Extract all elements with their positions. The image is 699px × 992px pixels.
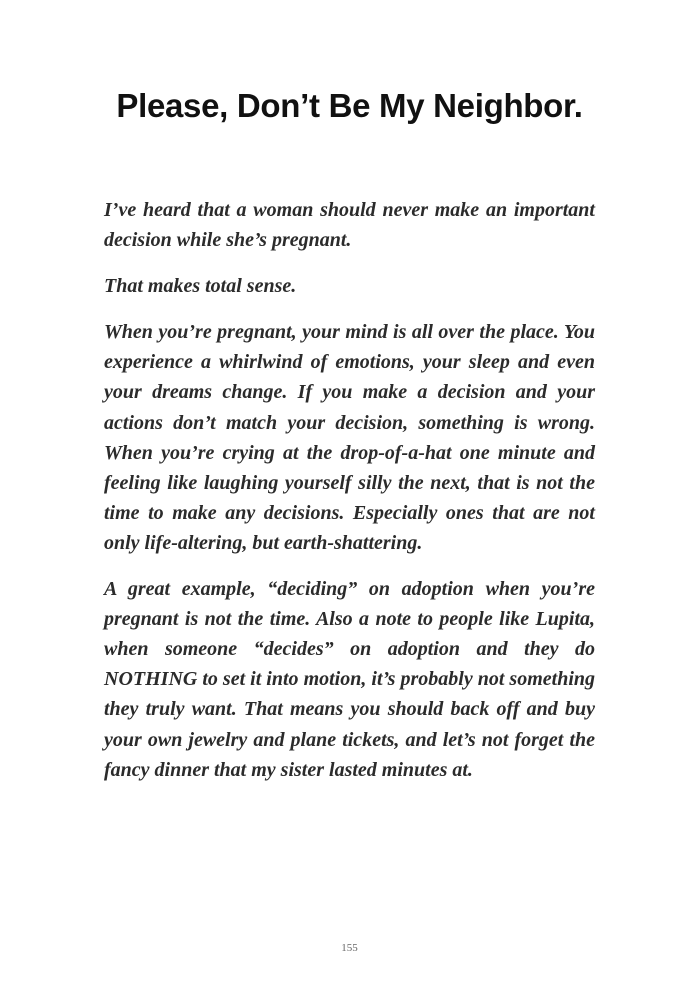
page-number: 155 — [341, 942, 358, 954]
paragraph: That makes total sense. — [104, 275, 297, 298]
paragraph: When you’re pregnant, your mind is all over the place. You experience a whirlwind of emotions, your sleep and even your dreams change. If you make a decision and your actions don’t match your decision, something is wrong. When you’re crying at the drop-of-a-hat one minute and feeling like laughing yourself silly the next, that is not the time to make any decisions. Especially ones that are not only life-altering, but earth-shattering. — [104, 321, 595, 554]
chapter-body — [104, 195, 595, 801]
paragraph: I’ve heard that a woman should never make an important decision while she’s pregnant. — [104, 199, 595, 252]
chapter-title: Please, Don’t Be My Neighbor. — [116, 87, 583, 124]
paragraph: A great example, “deciding” on adoption when you’re pregnant is not the time. Also a note to people like Lupita, when someone “decides” on adoption and they do NOTHING to set it into motion, it’s probably not something they truly want. That means you should back off and buy your own jewelry and plane tickets, and let’s not forget the fancy dinner that my sister lasted minutes at. — [104, 578, 595, 781]
